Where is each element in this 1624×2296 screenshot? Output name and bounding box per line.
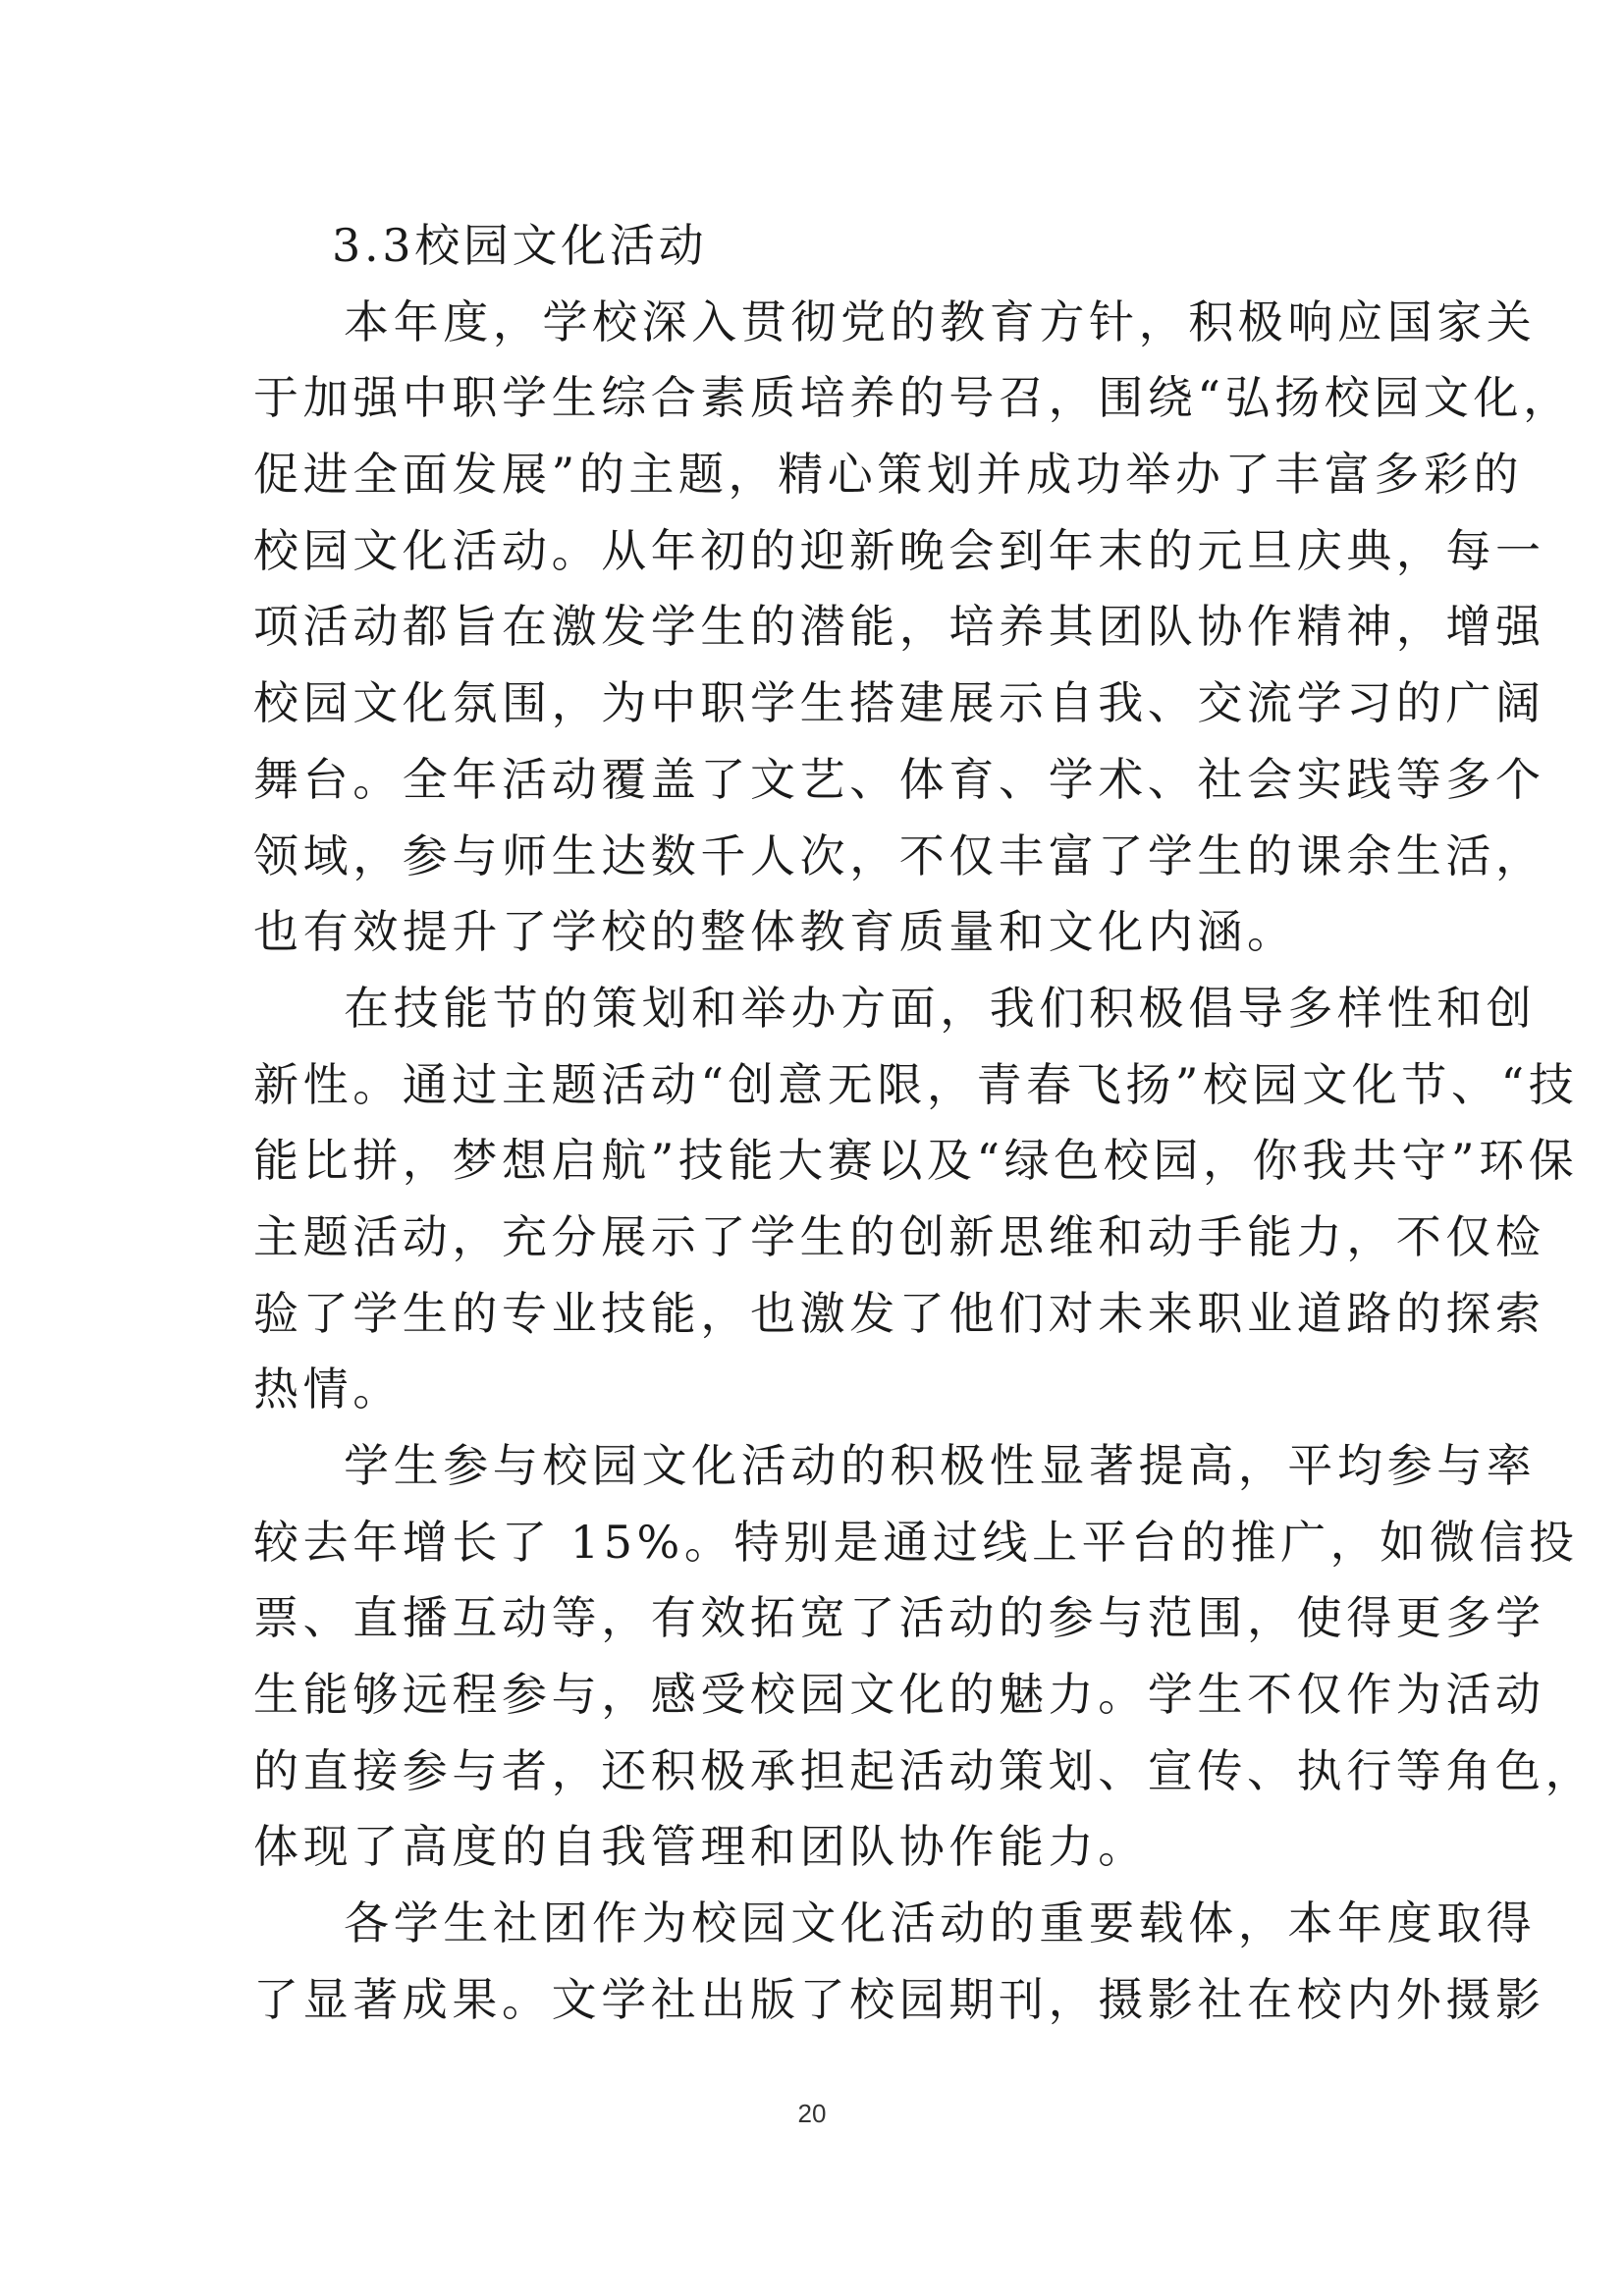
document-body: [253, 208, 1596, 2039]
paragraph-line: 体现了高度的自我管理和团队协作能力。: [253, 1820, 1148, 1874]
paragraph-line: 的直接参与者，还积极承担起活动策划、宣传、执行等角色，: [253, 1743, 1596, 1797]
paragraph-line: 校园文化氛围，为中职学生搭建展示自我、交流学习的广阔: [253, 676, 1545, 730]
page-number: 20: [797, 2099, 827, 2128]
paragraph-line: 生能够远程参与，感受校园文化的魅力。学生不仅作为活动: [253, 1668, 1545, 1722]
paragraph-line: 项活动都旨在激发学生的潜能，培养其团队协作精神，增强: [253, 600, 1545, 654]
paragraph-line: 各学生社团作为校园文化活动的重要载体，本年度取得: [344, 1896, 1537, 1950]
paragraph-line: 于加强中职学生综合素质培养的号召，围绕“弘扬校园文化，: [253, 371, 1573, 425]
paragraph-line: 校园文化活动。从年初的迎新晚会到年末的元旦庆典，每一: [253, 523, 1545, 577]
section-heading: 3.3校园文化活动: [332, 219, 708, 272]
paragraph-line: 新性。通过主题活动“创意无限，青春飞扬”校园文化节、“技: [253, 1057, 1579, 1111]
paragraph-line: 能比拼，梦想启航”技能大赛以及“绿色校园，你我共守”环保: [253, 1134, 1579, 1188]
paragraph-line: 验了学生的专业技能，也激发了他们对未来职业道路的探索: [253, 1286, 1545, 1340]
paragraph-line: 本年度，学校深入贯彻党的教育方针，积极响应国家关: [344, 294, 1537, 348]
paragraph-line: 在技能节的策划和举办方面，我们积极倡导多样性和创: [344, 981, 1537, 1035]
paragraph-line: 主题活动，充分展示了学生的创新思维和动手能力，不仅检: [253, 1209, 1545, 1263]
paragraph-line: 也有效提升了学校的整体教育质量和文化内涵。: [253, 905, 1297, 959]
paragraph-line: 了显著成果。文学社出版了校园期刊，摄影社在校内外摄影: [253, 1972, 1545, 2026]
paragraph-line: 领域，参与师生达数千人次，不仅丰富了学生的课余生活，: [253, 828, 1545, 882]
paragraph-line: 学生参与校园文化活动的积极性显著提高，平均参与率: [344, 1439, 1537, 1492]
paragraph-line: 较去年增长了 15%。特别是通过线上平台的推广，如微信投: [253, 1515, 1579, 1569]
paragraph-line: 热情。: [253, 1362, 403, 1416]
paragraph-line: 促进全面发展”的主题，精心策划并成功举办了丰富多彩的: [253, 448, 1524, 502]
paragraph-line: 票、直播互动等，有效拓宽了活动的参与范围，使得更多学: [253, 1591, 1545, 1645]
paragraph-line: 舞台。全年活动覆盖了文艺、体育、学术、社会实践等多个: [253, 752, 1545, 806]
